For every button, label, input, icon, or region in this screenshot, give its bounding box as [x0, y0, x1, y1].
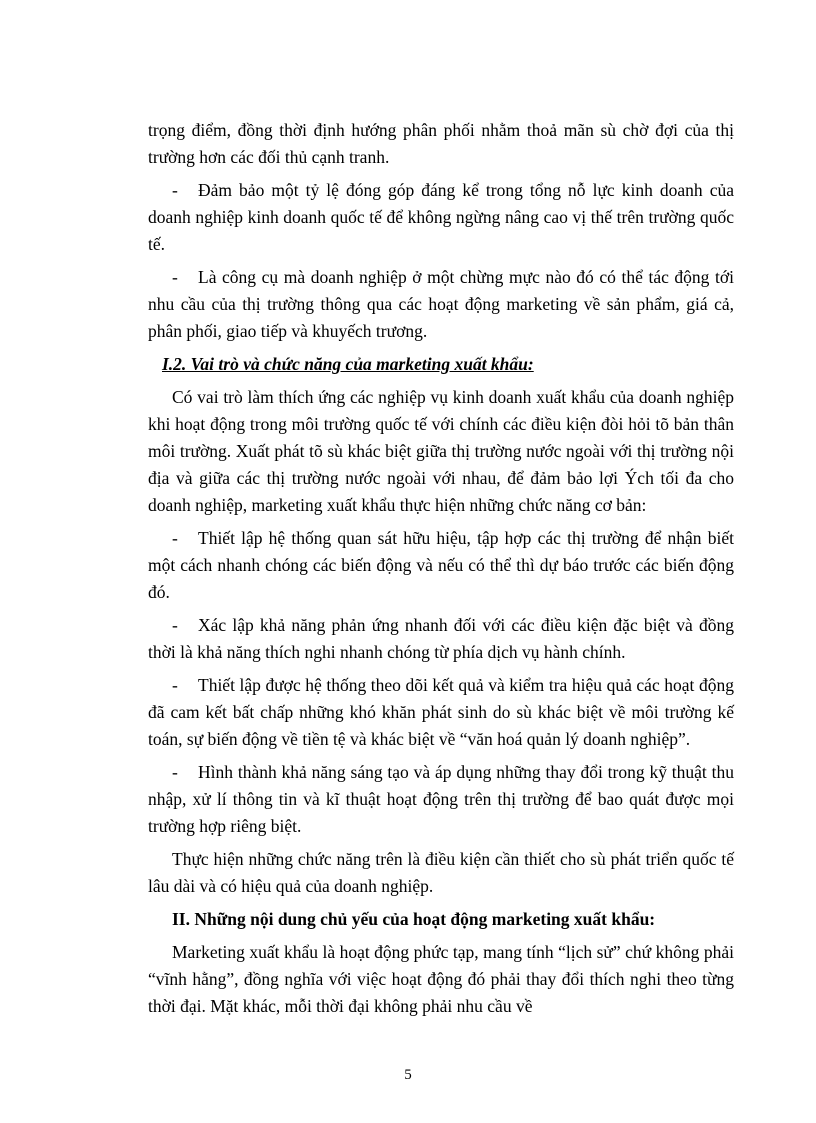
bullet-item — [148, 672, 734, 753]
bullet-item — [148, 177, 734, 258]
bullet-text: Hình thành khả năng sáng tạo và áp dụng những thay đổi trong kỹ thuật thu nhập, xử lí thông tin và kĩ thuật hoạt động trên thị trường để bao quát được mọi trường hợp riêng biệt. — [148, 762, 734, 836]
paragraph: trọng điểm, đồng thời định hướng phân phối nhằm thoả mãn sù chờ đợi của thị trường hơn các đối thủ cạnh tranh. — [148, 120, 734, 167]
bullet-text: Xác lập khả năng phản ứng nhanh đối với các điều kiện đặc biệt và đồng thời là khả năng thích nghi nhanh chóng từ phía dịch vụ hành chính. — [148, 615, 734, 662]
bullet-marker: - — [172, 675, 178, 695]
bullet-text: Thiết lập hệ thống quan sát hữu hiệu, tập hợp các thị trường để nhận biết một cách nhanh chóng các biến động và nếu có thể thì dự báo trước các biến động đó. — [148, 528, 734, 602]
paragraph: Marketing xuất khẩu là hoạt động phức tạp, mang tính “lịch sử” chứ không phải “vĩnh hằng”, đồng nghĩa với việc hoạt động đó phải thay đổi thích nghi theo từng thời đại. Mặt khác, mỗi thời đại không phải nhu cầu về — [148, 942, 734, 1016]
paragraph: Thực hiện những chức năng trên là điều kiện cần thiết cho sù phát triển quốc tế lâu dài và có hiệu quả của doanh nghiệp. — [148, 849, 734, 896]
bullet-text: Đảm bảo một tỷ lệ đóng góp đáng kể trong tổng nỗ lực kinh doanh của doanh nghiệp kinh doanh quốc tế để không ngừng nâng cao vị thế trên trường quốc tế. — [148, 180, 734, 254]
bullet-item — [148, 612, 734, 666]
paragraph: Có vai trò làm thích ứng các nghiệp vụ kinh doanh xuất khẩu của doanh nghiệp khi hoạt động trong môi trường quốc tế với chính các điều kiện đòi hỏi tõ bản thân môi trường. Xuất phát tõ sù khác biệt giữa thị trường nước ngoài với thị trường nội địa và giữa các thị trường nước ngoài với nhau, để đảm bảo lợi Ých tối đa cho doanh nghiệp, marketing xuất khẩu thực hiện những chức năng cơ bản: — [148, 387, 734, 515]
bullet-item — [148, 759, 734, 840]
section-heading: I.2. Vai trò và chức năng của marketing xuất khẩu: — [162, 354, 534, 374]
bullet-marker: - — [172, 267, 178, 287]
bullet-text: Là công cụ mà doanh nghiệp ở một chừng mực nào đó có thể tác động tới nhu cầu của thị trường thông qua các hoạt động marketing về sản phẩm, giá cả, phân phối, giao tiếp và khuyếch trương. — [148, 267, 734, 341]
bullet-item — [148, 525, 734, 606]
bullet-item — [148, 264, 734, 345]
section-heading: II. Những nội dung chủ yếu của hoạt động marketing xuất khẩu: — [172, 909, 656, 929]
bullet-marker: - — [172, 762, 178, 782]
bullet-marker: - — [172, 615, 178, 635]
document-body — [148, 117, 734, 1026]
bullet-marker: - — [172, 180, 178, 200]
page-number: 5 — [404, 1067, 412, 1083]
bullet-text: Thiết lập được hệ thống theo dõi kết quả và kiểm tra hiệu quả các hoạt động đã cam kết bất chấp những khó khăn phát sinh do sù khác biệt về môi trường kế toán, sự biến động về tiền tệ và khác biệt về “văn hoá quản lý doanh nghiệp”. — [148, 675, 734, 749]
bullet-marker: - — [172, 528, 178, 548]
